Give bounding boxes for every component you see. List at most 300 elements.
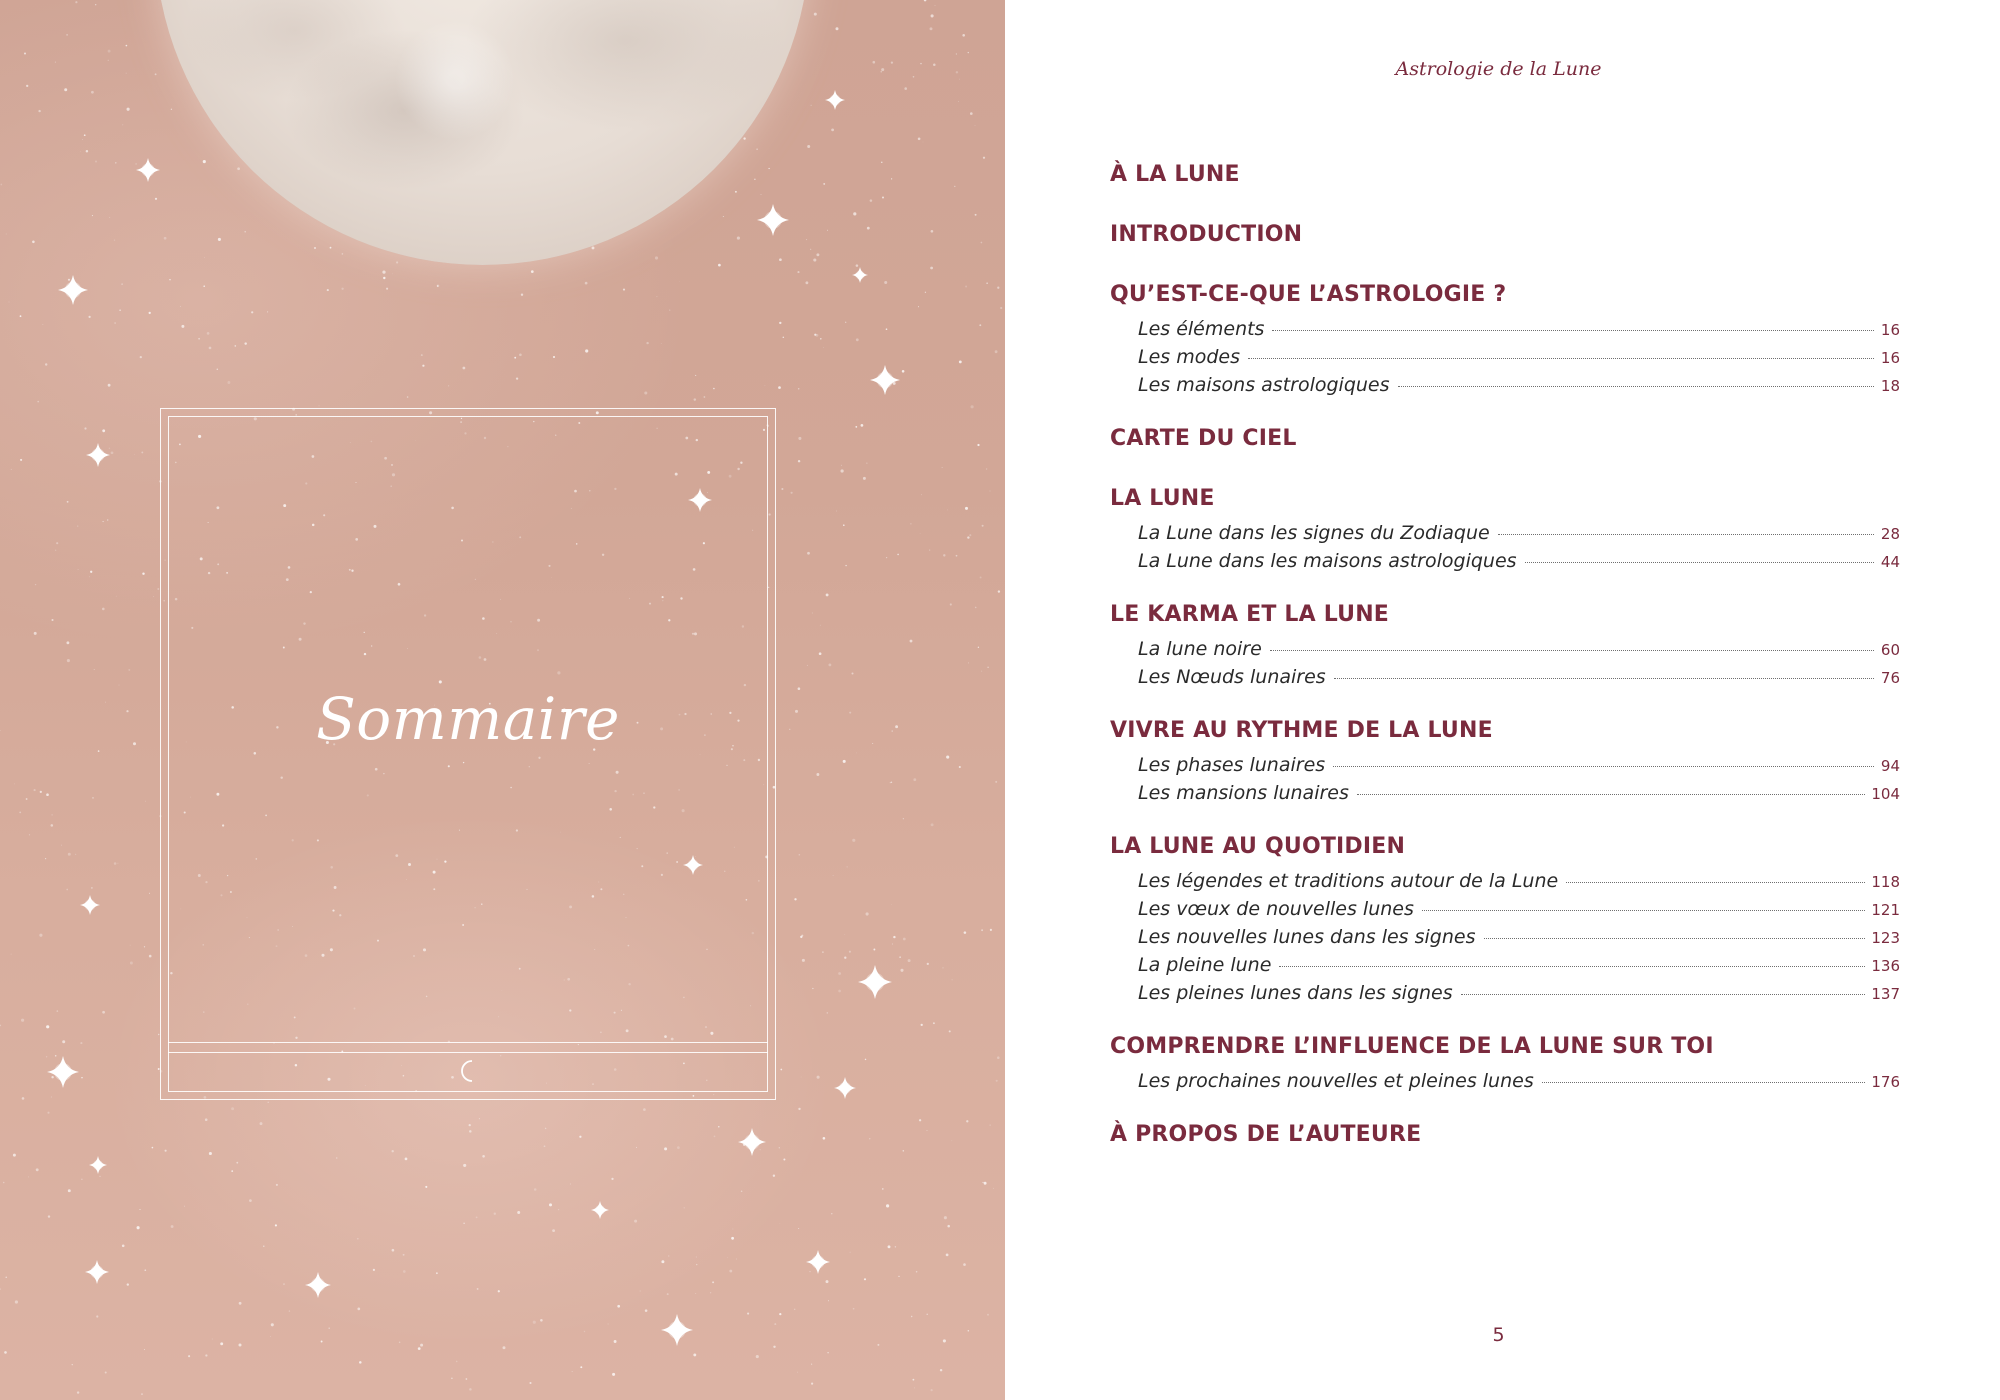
star-dot (267, 311, 268, 312)
star-dot (275, 1225, 276, 1226)
star-dot (46, 1025, 49, 1028)
star-dot (479, 1118, 480, 1119)
star-dot (645, 1309, 648, 1312)
toc-entry-page-number: 136 (1871, 957, 1900, 975)
star-dot (263, 1246, 264, 1247)
star-dot (237, 167, 240, 170)
star-dot (0, 184, 2, 186)
star-dot (119, 685, 120, 686)
dot-leader (1272, 330, 1874, 331)
star-dot (952, 979, 953, 980)
star-dot (655, 256, 658, 259)
star-dot (956, 555, 958, 557)
star-dot (217, 369, 219, 371)
star-dot (396, 261, 398, 263)
toc-section (1110, 424, 1900, 454)
star-dot (516, 377, 518, 379)
star-dot (46, 793, 49, 796)
star-dot (579, 1136, 581, 1138)
star-dot (789, 729, 790, 730)
star-dot (810, 249, 811, 250)
star-dot (919, 1119, 921, 1121)
star-dot (898, 1276, 899, 1277)
star-dot (204, 257, 205, 258)
dot-leader (1422, 910, 1865, 911)
star-dot (139, 1209, 140, 1210)
star-dot (993, 1188, 994, 1189)
toc-entry-page-number: 123 (1871, 929, 1900, 947)
star-dot (855, 426, 857, 428)
star-dot (931, 14, 934, 17)
star-dot (781, 488, 783, 490)
star-dot (807, 665, 808, 666)
star-dot (900, 969, 903, 972)
star-dot (844, 957, 846, 959)
star-dot (890, 782, 891, 783)
star-dot (111, 451, 114, 454)
star-dot (37, 401, 39, 403)
sparkle-star-icon (852, 267, 868, 283)
star-dot (0, 1025, 1, 1027)
toc-entry[interactable] (1138, 346, 1900, 374)
star-dot (421, 354, 423, 356)
toc-entry[interactable] (1138, 522, 1900, 550)
star-dot (463, 367, 466, 370)
star-dot (916, 1271, 918, 1273)
star-dot (66, 889, 68, 891)
star-dot (114, 239, 115, 240)
toc-entry-list (1110, 870, 1900, 1010)
star-dot (328, 1328, 329, 1329)
star-dot (696, 1264, 697, 1265)
star-dot (933, 64, 936, 67)
toc-section (1110, 1032, 1900, 1098)
star-dot (943, 1339, 946, 1342)
star-dot (845, 565, 846, 566)
star-dot (99, 1176, 100, 1177)
star-dot (908, 959, 911, 962)
star-dot (11, 469, 12, 470)
star-dot (798, 460, 800, 462)
star-dot (249, 1199, 252, 1202)
toc-entry[interactable] (1138, 782, 1900, 810)
star-dot (399, 1342, 401, 1344)
toc-entry[interactable] (1138, 1070, 1900, 1098)
star-dot (812, 988, 813, 989)
star-dot (693, 1353, 696, 1356)
star-dot (469, 1124, 471, 1126)
star-dot (995, 350, 998, 353)
star-dot (864, 1278, 866, 1280)
star-dot (55, 1055, 57, 1057)
star-dot (930, 267, 933, 270)
star-dot (75, 854, 76, 855)
star-dot (14, 784, 15, 785)
star-dot (289, 1310, 290, 1311)
star-dot (171, 109, 172, 110)
star-dot (127, 108, 130, 111)
toc-entry[interactable] (1138, 374, 1900, 402)
star-dot (209, 1152, 212, 1155)
star-dot (866, 912, 869, 915)
toc-entry[interactable] (1138, 550, 1900, 578)
toc-entry-list (1110, 318, 1900, 402)
star-dot (220, 1342, 223, 1345)
star-dot (965, 507, 968, 510)
star-dot (886, 557, 887, 558)
star-dot (82, 139, 83, 140)
star-dot (271, 1323, 274, 1326)
star-dot (684, 1207, 685, 1208)
star-dot (831, 1213, 832, 1214)
star-dot (585, 282, 588, 285)
star-dot (251, 311, 253, 313)
star-dot (122, 1245, 125, 1248)
right-page-table-of-contents (1005, 0, 2000, 1400)
sparkle-star-icon (834, 1077, 856, 1099)
star-dot (55, 550, 56, 551)
star-dot (45, 363, 47, 365)
star-dot (4, 1351, 7, 1354)
star-dot (463, 1164, 466, 1167)
star-dot (319, 406, 320, 407)
star-dot (231, 1107, 234, 1110)
star-dot (92, 215, 93, 216)
star-dot (959, 79, 960, 80)
star-dot (820, 625, 821, 626)
star-dot (779, 322, 781, 324)
star-dot (72, 1364, 73, 1365)
star-dot (66, 34, 68, 36)
star-dot (94, 669, 95, 670)
toc-entry-page-number: 60 (1880, 641, 1900, 659)
star-dot (418, 1347, 421, 1350)
star-dot (218, 238, 221, 241)
toc-entry-title: Les légendes et traditions autour de la Lune (1138, 870, 1559, 892)
star-dot (969, 534, 971, 536)
star-dot (103, 521, 104, 522)
star-dot (978, 647, 979, 648)
toc-heading[interactable]: LA LUNE AU QUOTIDIEN (1110, 834, 1406, 859)
toc-entry[interactable] (1138, 982, 1900, 1010)
toc-entry-page-number: 16 (1880, 321, 1900, 339)
toc-entry[interactable] (1138, 318, 1900, 346)
star-dot (852, 839, 855, 842)
star-dot (239, 1302, 242, 1305)
star-dot (119, 309, 121, 311)
sparkle-star-icon (661, 1314, 693, 1346)
star-dot (845, 322, 846, 323)
star-dot (783, 1158, 785, 1160)
toc-entry[interactable] (1138, 954, 1900, 982)
toc-section (1110, 484, 1900, 578)
frame-band-line (168, 1042, 768, 1043)
toc-entry-title: Les phases lunaires (1138, 754, 1326, 776)
star-dot (904, 87, 907, 90)
star-dot (798, 437, 801, 440)
star-dot (986, 468, 987, 469)
star-dot (549, 1203, 552, 1206)
star-dot (109, 448, 110, 449)
star-dot (861, 424, 864, 427)
star-dot (881, 162, 882, 163)
star-dot (856, 338, 859, 341)
star-dot (68, 853, 71, 856)
star-dot (866, 463, 867, 464)
star-dot (20, 315, 22, 317)
star-dot (517, 1211, 520, 1214)
star-dot (6, 234, 7, 235)
sparkle-star-icon (806, 1250, 830, 1274)
star-dot (22, 1097, 25, 1100)
star-dot (407, 396, 409, 398)
star-dot (420, 1344, 423, 1347)
star-dot (171, 1225, 174, 1228)
toc-entry-title: Les éléments (1138, 318, 1265, 340)
star-dot (664, 1147, 667, 1150)
dot-leader (1333, 766, 1874, 767)
star-dot (831, 129, 834, 132)
star-dot (931, 230, 934, 233)
toc-entry[interactable] (1138, 870, 1900, 898)
star-dot (164, 237, 167, 240)
star-dot (913, 76, 915, 78)
star-dot (797, 1372, 798, 1373)
star-dot (712, 1281, 714, 1283)
star-dot (448, 385, 449, 386)
star-dot (128, 669, 130, 671)
star-dot (913, 1379, 915, 1381)
star-dot (696, 1256, 697, 1257)
star-dot (105, 702, 106, 703)
star-dot (608, 1323, 609, 1324)
toc-heading[interactable]: QU’EST-CE-QUE L’ASTROLOGIE ? (1110, 282, 1507, 307)
star-dot (86, 150, 88, 152)
star-dot (714, 1136, 716, 1138)
star-dot (882, 197, 884, 199)
star-dot (209, 347, 212, 350)
star-dot (386, 288, 388, 290)
star-dot (32, 241, 35, 244)
star-dot (814, 13, 817, 16)
star-dot (514, 357, 516, 359)
star-dot (130, 945, 131, 946)
toc-heading[interactable]: À LA LUNE (1110, 162, 1240, 187)
star-dot (843, 524, 845, 526)
star-dot (729, 1270, 732, 1273)
star-dot (947, 510, 948, 511)
star-dot (503, 1346, 506, 1349)
star-dot (981, 671, 982, 672)
toc-heading[interactable]: VIVRE AU RYTHME DE LA LUNE (1110, 718, 1493, 743)
star-dot (121, 283, 123, 285)
star-dot (482, 1155, 485, 1158)
star-dot (958, 101, 959, 102)
star-dot (205, 1354, 207, 1356)
star-dot (811, 1364, 812, 1365)
star-dot (42, 324, 43, 325)
star-dot (987, 1314, 989, 1316)
star-dot (950, 603, 952, 605)
star-dot (425, 1186, 427, 1188)
star-dot (667, 1293, 669, 1295)
star-dot (806, 239, 807, 240)
star-dot (11, 954, 12, 955)
star-dot (873, 61, 876, 64)
star-dot (466, 1378, 468, 1380)
star-dot (943, 967, 944, 968)
star-dot (677, 1146, 680, 1149)
star-dot (694, 398, 696, 400)
toc-entry-title: La Lune dans les maisons astrologiques (1138, 550, 1517, 572)
star-dot (617, 1305, 620, 1308)
star-dot (924, 0, 927, 1)
star-dot (456, 1361, 458, 1363)
star-dot (930, 27, 933, 30)
star-dot (544, 1145, 546, 1147)
star-dot (975, 214, 977, 216)
star-dot (67, 659, 70, 662)
star-dot (643, 1108, 646, 1111)
star-dot (805, 281, 808, 284)
star-dot (986, 283, 987, 284)
star-dot (902, 370, 905, 373)
star-dot (68, 1189, 71, 1192)
star-dot (828, 663, 831, 666)
star-dot (244, 231, 246, 233)
star-dot (899, 956, 901, 958)
star-dot (695, 1293, 696, 1294)
toc-heading[interactable]: INTRODUCTION (1110, 222, 1303, 247)
star-dot (965, 285, 967, 287)
star-dot (330, 247, 332, 249)
star-dot (342, 253, 344, 255)
star-dot (81, 1077, 82, 1078)
star-dot (679, 281, 680, 282)
star-dot (954, 186, 955, 187)
star-dot (184, 1206, 185, 1207)
star-dot (760, 1149, 761, 1150)
star-dot (927, 963, 929, 965)
toc-entry-title: La pleine lune (1138, 954, 1272, 976)
star-dot (926, 1314, 927, 1315)
star-dot (28, 1176, 29, 1177)
star-dot (827, 230, 828, 231)
star-dot (816, 773, 819, 776)
star-dot (9, 302, 10, 303)
star-dot (823, 1137, 826, 1140)
star-dot (910, 523, 912, 525)
star-dot (963, 1263, 966, 1266)
toc-heading[interactable]: LE KARMA ET LA LUNE (1110, 602, 1390, 627)
star-dot (95, 161, 97, 163)
star-dot (29, 834, 30, 835)
star-dot (838, 972, 841, 975)
sparkle-star-icon (86, 443, 110, 467)
star-dot (747, 1313, 749, 1315)
star-dot (743, 137, 745, 139)
toc-heading[interactable]: À PROPOS DE L’AUTEURE (1110, 1122, 1422, 1147)
star-dot (881, 68, 884, 71)
star-dot (519, 353, 522, 356)
star-dot (6, 1277, 7, 1278)
star-dot (853, 212, 856, 215)
star-dot (572, 1371, 573, 1372)
star-dot (239, 1344, 242, 1347)
star-dot (783, 337, 784, 338)
toc-entry[interactable] (1138, 926, 1900, 954)
star-dot (260, 1122, 263, 1125)
toc-entry-title: La Lune dans les signes du Zodiaque (1138, 522, 1490, 544)
star-dot (181, 325, 184, 328)
star-dot (529, 1382, 531, 1384)
toc-heading[interactable]: LA LUNE (1110, 486, 1215, 511)
star-dot (903, 818, 904, 819)
star-dot (970, 112, 973, 115)
toc-heading[interactable]: CARTE DU CIEL (1110, 426, 1297, 451)
toc-entry[interactable] (1138, 898, 1900, 926)
star-dot (140, 356, 142, 358)
star-dot (469, 1130, 472, 1133)
star-dot (91, 91, 94, 94)
star-dot (801, 1077, 802, 1078)
star-dot (68, 279, 70, 281)
star-dot (552, 1229, 555, 1232)
star-dot (962, 34, 965, 37)
star-dot (731, 1237, 734, 1240)
star-dot (231, 1170, 233, 1172)
star-dot (130, 962, 133, 965)
star-dot (144, 1269, 146, 1271)
star-dot (996, 1080, 998, 1082)
star-dot (817, 1076, 820, 1079)
toc-heading[interactable]: COMPRENDRE L’INFLUENCE DE LA LUNE SUR TOI (1110, 1034, 1714, 1059)
star-dot (794, 898, 796, 900)
star-dot (382, 271, 385, 274)
star-dot (851, 672, 853, 674)
star-dot (95, 4, 96, 5)
dot-leader (1357, 794, 1865, 795)
star-dot (188, 1355, 190, 1357)
star-dot (959, 766, 961, 768)
star-dot (20, 459, 22, 461)
toc-entry[interactable] (1138, 666, 1900, 694)
star-dot (843, 760, 846, 763)
toc-entry[interactable] (1138, 754, 1900, 782)
star-dot (809, 1271, 810, 1272)
star-dot (152, 1147, 154, 1149)
star-dot (327, 289, 329, 291)
star-dot (314, 247, 316, 249)
dot-leader (1270, 650, 1874, 651)
star-dot (212, 1339, 213, 1340)
star-dot (56, 542, 58, 544)
star-dot (863, 477, 866, 480)
star-dot (1000, 307, 1002, 309)
star-dot (827, 1012, 829, 1014)
star-dot (949, 1030, 951, 1032)
star-dot (888, 1245, 891, 1248)
toc-entry-title: Les vœux de nouvelles lunes (1138, 898, 1414, 920)
toc-entry[interactable] (1138, 638, 1900, 666)
star-dot (968, 52, 969, 53)
star-dot (531, 270, 534, 273)
star-dot (145, 801, 146, 802)
star-dot (704, 396, 706, 398)
star-dot (268, 1102, 269, 1103)
star-dot (51, 1096, 52, 1097)
star-dot (207, 332, 210, 335)
